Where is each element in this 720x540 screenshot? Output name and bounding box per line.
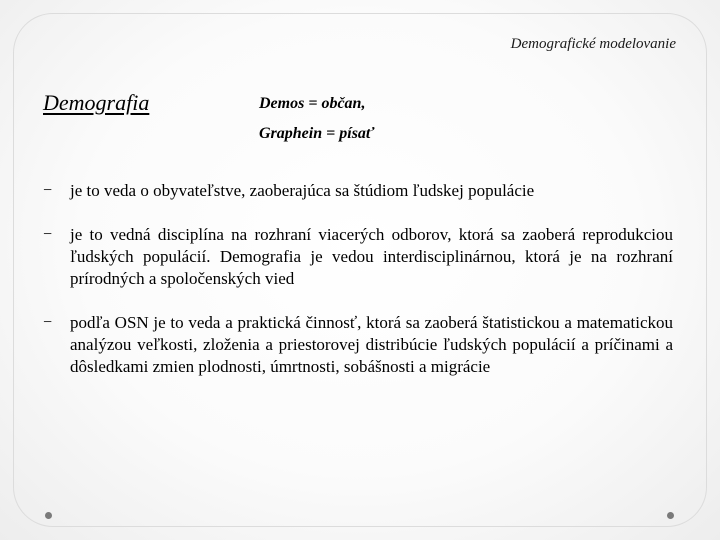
bullet-text: je to vedná disciplína na rozhraní viacerých odborov, ktorá sa zaoberá reprodukciou ľudských populácií. Demografia je vedou interdisciplinárnou, ktorá je na rozhraní prírodných a spoločenských vied: [70, 225, 673, 288]
bullet-dash: −: [43, 314, 53, 331]
bullet-item: [43, 312, 673, 378]
bullet-list: [43, 180, 673, 400]
bullet-item: [43, 224, 673, 290]
etymology-line-2: Graphein = písať: [259, 125, 375, 142]
bullet-text: podľa OSN je to veda a praktická činnosť, ktorá sa zaoberá štatistickou a matematickou analýzou veľkosti, zloženia a priestorovej distribúcie ľudských populácií a príčinami a dôsledkami zmien plodnosti, úmrtnosti, sobášnosti a migrácie: [70, 313, 673, 376]
slide-title: Demografia: [43, 90, 150, 115]
bullet-dash: −: [43, 182, 53, 199]
etymology-line-1: Demos = občan,: [259, 95, 366, 112]
bottom-right-dot: [667, 512, 674, 519]
bullet-item: [43, 180, 673, 202]
bullet-text: je to veda o obyvateľstve, zaoberajúca sa štúdiom ľudskej populácie: [70, 181, 535, 200]
bullet-dash: −: [43, 226, 53, 243]
bottom-left-dot: [45, 512, 52, 519]
header-title: Demografické modelovanie: [510, 36, 676, 52]
